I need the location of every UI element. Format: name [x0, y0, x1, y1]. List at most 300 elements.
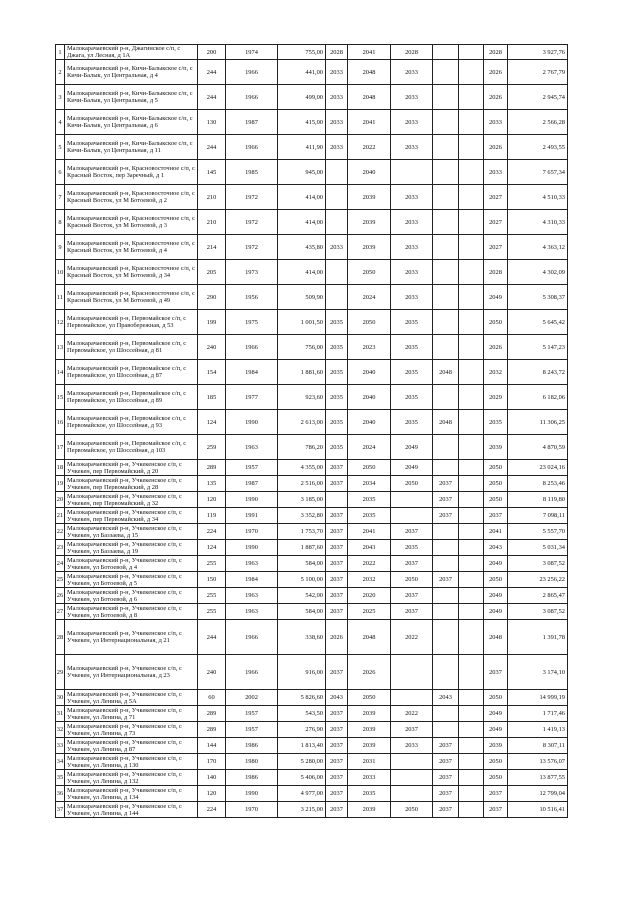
year-cell-4	[433, 85, 459, 110]
area-cell: 584,00	[278, 556, 326, 572]
year-cell-3: 2035	[391, 540, 433, 556]
year-built-cell: 1963	[226, 435, 278, 460]
wear-cell: 244	[198, 60, 226, 85]
address-cell: Малокарачаевский р-н, Первомайское с/п, с Первомайское, ул Шоссейная, д 87	[65, 360, 198, 385]
address-cell: Малокарачаевский р-н, Учкекенское с/п, с Учкекен, ул Ленина, д 132	[65, 770, 198, 786]
year-cell-3: 2028	[391, 45, 433, 60]
year-cell-2: 2041	[348, 110, 391, 135]
year-cell-1: 2035	[326, 435, 348, 460]
row-number: 7	[56, 185, 65, 210]
year-cell-1: 2037	[326, 460, 348, 476]
row-number: 5	[56, 135, 65, 160]
year-cell-6: 2049	[484, 556, 508, 572]
table-body	[56, 45, 568, 818]
year-cell-6: 2048	[484, 620, 508, 655]
year-cell-6: 2041	[484, 524, 508, 540]
address-cell: Малокарачаевский р-н, Красновосточное с/п, с Красный Восток, ул М Ботоевой, д 3	[65, 210, 198, 235]
year-cell-6: 2050	[484, 754, 508, 770]
year-cell-2: 2050	[348, 260, 391, 285]
cost-cell: 4 310,33	[508, 210, 568, 235]
year-cell-1: 2035	[326, 360, 348, 385]
year-cell-3: 2049	[391, 435, 433, 460]
year-cell-1: 2026	[326, 620, 348, 655]
table-row	[56, 260, 568, 285]
wear-cell: 124	[198, 410, 226, 435]
table-row	[56, 335, 568, 360]
wear-cell: 210	[198, 210, 226, 235]
year-cell-1	[326, 285, 348, 310]
year-cell-5	[459, 706, 484, 722]
wear-cell: 140	[198, 770, 226, 786]
row-number: 8	[56, 210, 65, 235]
year-cell-1: 2037	[326, 722, 348, 738]
year-cell-6: 2039	[484, 738, 508, 754]
wear-cell: 244	[198, 85, 226, 110]
year-cell-5	[459, 435, 484, 460]
year-cell-4: 2043	[433, 690, 459, 706]
area-cell: 411,90	[278, 135, 326, 160]
year-cell-2: 2032	[348, 572, 391, 588]
year-cell-5	[459, 540, 484, 556]
table-row	[56, 754, 568, 770]
year-cell-3: 2033	[391, 60, 433, 85]
year-cell-6: 2050	[484, 572, 508, 588]
table-row	[56, 285, 568, 310]
wear-cell: 60	[198, 690, 226, 706]
year-cell-5	[459, 572, 484, 588]
year-cell-3: 2033	[391, 185, 433, 210]
year-built-cell: 1987	[226, 110, 278, 135]
row-number: 22	[56, 524, 65, 540]
wear-cell: 170	[198, 754, 226, 770]
year-cell-6: 2027	[484, 210, 508, 235]
row-number: 16	[56, 410, 65, 435]
year-cell-1: 2037	[326, 476, 348, 492]
row-number: 28	[56, 620, 65, 655]
year-built-cell: 1957	[226, 460, 278, 476]
address-cell: Малокарачаевский р-н, Учкекенское с/п, с Учкекен, ул Баззаева, д 15	[65, 524, 198, 540]
year-cell-1: 2037	[326, 754, 348, 770]
year-cell-1: 2043	[326, 690, 348, 706]
area-cell: 584,00	[278, 604, 326, 620]
year-built-cell: 1984	[226, 572, 278, 588]
year-built-cell: 1990	[226, 540, 278, 556]
year-cell-6: 2032	[484, 360, 508, 385]
year-cell-6: 2049	[484, 588, 508, 604]
year-cell-1	[326, 210, 348, 235]
table-row	[56, 185, 568, 210]
year-built-cell: 1990	[226, 492, 278, 508]
area-cell: 1 001,50	[278, 310, 326, 335]
year-built-cell: 1972	[226, 235, 278, 260]
year-cell-4	[433, 285, 459, 310]
year-cell-6: 2029	[484, 385, 508, 410]
year-cell-4	[433, 620, 459, 655]
year-cell-4	[433, 460, 459, 476]
wear-cell: 154	[198, 360, 226, 385]
table-row	[56, 460, 568, 476]
area-cell: 756,00	[278, 335, 326, 360]
year-cell-4	[433, 60, 459, 85]
year-cell-4	[433, 655, 459, 690]
cost-cell: 4 302,09	[508, 260, 568, 285]
wear-cell: 244	[198, 620, 226, 655]
row-number: 24	[56, 556, 65, 572]
area-cell: 5 406,00	[278, 770, 326, 786]
wear-cell: 259	[198, 435, 226, 460]
year-cell-3: 2035	[391, 385, 433, 410]
year-cell-1: 2037	[326, 802, 348, 818]
row-number: 20	[56, 492, 65, 508]
year-cell-3: 2033	[391, 110, 433, 135]
row-number: 17	[56, 435, 65, 460]
cost-cell: 13 877,55	[508, 770, 568, 786]
year-cell-1: 2033	[326, 235, 348, 260]
address-cell: Малокарачаевский р-н, Красновосточное с/п, с Красный Восток, ул М Ботоевой, д 34	[65, 260, 198, 285]
row-number: 6	[56, 160, 65, 185]
year-cell-5	[459, 310, 484, 335]
year-cell-2: 2048	[348, 85, 391, 110]
row-number: 27	[56, 604, 65, 620]
year-cell-6: 2050	[484, 460, 508, 476]
year-cell-6: 2049	[484, 285, 508, 310]
table-row	[56, 722, 568, 738]
table-row	[56, 572, 568, 588]
year-cell-4: 2037	[433, 754, 459, 770]
wear-cell: 240	[198, 655, 226, 690]
area-cell: 276,90	[278, 722, 326, 738]
cost-cell: 1 717,46	[508, 706, 568, 722]
year-cell-4	[433, 435, 459, 460]
table-row	[56, 802, 568, 818]
wear-cell: 205	[198, 260, 226, 285]
wear-cell: 185	[198, 385, 226, 410]
cost-cell: 4 510,33	[508, 185, 568, 210]
year-cell-5	[459, 60, 484, 85]
wear-cell: 120	[198, 492, 226, 508]
year-built-cell: 1966	[226, 620, 278, 655]
year-cell-1: 2037	[326, 786, 348, 802]
address-cell: Малокарачаевский р-н, Учкекенское с/п, с Учкекен, ул Ленина, д 130	[65, 754, 198, 770]
year-cell-4: 2037	[433, 476, 459, 492]
address-cell: Малокарачаевский р-н, Красновосточное с/п, с Красный Восток, ул М Ботоевой, д 49	[65, 285, 198, 310]
cost-cell: 1 419,13	[508, 722, 568, 738]
year-cell-4	[433, 335, 459, 360]
address-cell: Малокарачаевский р-н, Кичи-Балыкское с/п, с Кичи-Балык, ул Центральная, д 6	[65, 110, 198, 135]
year-cell-5	[459, 260, 484, 285]
area-cell: 2 613,00	[278, 410, 326, 435]
table-row	[56, 310, 568, 335]
year-built-cell: 1984	[226, 360, 278, 385]
wear-cell: 289	[198, 460, 226, 476]
year-cell-5	[459, 335, 484, 360]
document-page	[55, 44, 567, 818]
year-built-cell: 1957	[226, 706, 278, 722]
cost-cell: 3 174,10	[508, 655, 568, 690]
year-cell-3	[391, 786, 433, 802]
table-row	[56, 655, 568, 690]
year-built-cell: 1975	[226, 310, 278, 335]
cost-cell: 2 865,47	[508, 588, 568, 604]
table-row	[56, 540, 568, 556]
table-row	[56, 135, 568, 160]
row-number: 11	[56, 285, 65, 310]
address-cell: Малокарачаевский р-н, Кичи-Балыкское с/п, с Кичи-Балык, ул Центральная, д 5	[65, 85, 198, 110]
year-cell-4: 2048	[433, 360, 459, 385]
year-cell-2: 2039	[348, 235, 391, 260]
area-cell: 509,90	[278, 285, 326, 310]
year-cell-6: 2027	[484, 185, 508, 210]
row-number: 4	[56, 110, 65, 135]
year-cell-5	[459, 360, 484, 385]
year-cell-2: 2025	[348, 604, 391, 620]
year-cell-5	[459, 524, 484, 540]
year-cell-2: 2039	[348, 210, 391, 235]
cost-cell: 14 999,19	[508, 690, 568, 706]
row-number: 2	[56, 60, 65, 85]
year-cell-1: 2037	[326, 524, 348, 540]
year-cell-4	[433, 210, 459, 235]
year-cell-2: 2040	[348, 410, 391, 435]
year-built-cell: 1985	[226, 160, 278, 185]
address-cell: Малокарачаевский р-н, Учкекенское с/п, с Учкекен, ул Ботоевой, д 6	[65, 588, 198, 604]
address-cell: Малокарачаевский р-н, Учкекенское с/п, с Учкекен, пер Первомайский, д 34	[65, 508, 198, 524]
year-cell-1	[326, 260, 348, 285]
year-cell-6: 2028	[484, 45, 508, 60]
year-cell-5	[459, 385, 484, 410]
year-cell-5	[459, 45, 484, 60]
cost-cell: 8 243,72	[508, 360, 568, 385]
address-cell: Малокарачаевский р-н, Учкекенское с/п, с Учкекен, ул Ленина, д 71	[65, 706, 198, 722]
row-number: 3	[56, 85, 65, 110]
year-cell-6: 2050	[484, 476, 508, 492]
year-cell-1: 2037	[326, 508, 348, 524]
year-cell-2: 2024	[348, 435, 391, 460]
year-cell-1: 2033	[326, 60, 348, 85]
year-cell-5	[459, 85, 484, 110]
year-cell-5	[459, 655, 484, 690]
year-cell-3: 2050	[391, 802, 433, 818]
year-cell-4	[433, 45, 459, 60]
cost-cell: 11 306,25	[508, 410, 568, 435]
year-cell-2: 2039	[348, 722, 391, 738]
area-cell: 3 185,00	[278, 492, 326, 508]
wear-cell: 199	[198, 310, 226, 335]
year-cell-1: 2037	[326, 738, 348, 754]
year-cell-3: 2037	[391, 604, 433, 620]
area-cell: 755,00	[278, 45, 326, 60]
wear-cell: 124	[198, 540, 226, 556]
year-built-cell: 1987	[226, 476, 278, 492]
year-cell-3	[391, 508, 433, 524]
row-number: 19	[56, 476, 65, 492]
year-cell-5	[459, 492, 484, 508]
year-cell-6: 2033	[484, 160, 508, 185]
year-cell-6: 2050	[484, 690, 508, 706]
year-cell-6: 2026	[484, 135, 508, 160]
address-cell: Малокарачаевский р-н, Кичи-Балыкское с/п, с Кичи-Балык, ул Центральная, д 11	[65, 135, 198, 160]
table-row	[56, 476, 568, 492]
cost-cell: 12 799,04	[508, 786, 568, 802]
year-cell-2: 2050	[348, 690, 391, 706]
year-cell-2: 2035	[348, 492, 391, 508]
year-cell-6: 2028	[484, 260, 508, 285]
address-cell: Малокарачаевский р-н, Первомайское с/п, с Первомайское, ул Шоссейная, д 81	[65, 335, 198, 360]
area-cell: 499,00	[278, 85, 326, 110]
row-number: 21	[56, 508, 65, 524]
table-row	[56, 435, 568, 460]
cost-cell: 4 363,12	[508, 235, 568, 260]
cost-cell: 8 307,11	[508, 738, 568, 754]
table-row	[56, 604, 568, 620]
area-cell: 4 977,00	[278, 786, 326, 802]
year-cell-5	[459, 476, 484, 492]
year-cell-1: 2033	[326, 85, 348, 110]
year-cell-3	[391, 770, 433, 786]
address-cell: Малокарачаевский р-н, Джагинское с/п, с Джага, ул Лесная, д 1А	[65, 45, 198, 60]
table-row	[56, 60, 568, 85]
year-cell-6: 2039	[484, 435, 508, 460]
year-cell-1: 2037	[326, 655, 348, 690]
year-cell-6: 2026	[484, 335, 508, 360]
address-cell: Малокарачаевский р-н, Красновосточное с/п, с Красный Восток, пер Заречный, д 1	[65, 160, 198, 185]
year-cell-4: 2037	[433, 572, 459, 588]
cost-cell: 8 253,46	[508, 476, 568, 492]
cost-cell: 23 256,22	[508, 572, 568, 588]
table-row	[56, 492, 568, 508]
year-cell-2: 2024	[348, 285, 391, 310]
table-row	[56, 706, 568, 722]
year-cell-4: 2037	[433, 786, 459, 802]
year-cell-3: 2033	[391, 210, 433, 235]
cost-cell: 2 493,55	[508, 135, 568, 160]
year-cell-2: 2034	[348, 476, 391, 492]
table-row	[56, 508, 568, 524]
year-cell-1: 2033	[326, 110, 348, 135]
year-cell-5	[459, 738, 484, 754]
table-row	[56, 786, 568, 802]
cost-cell: 4 870,59	[508, 435, 568, 460]
row-number: 33	[56, 738, 65, 754]
area-cell: 435,80	[278, 235, 326, 260]
cost-cell: 5 147,23	[508, 335, 568, 360]
row-number: 9	[56, 235, 65, 260]
year-cell-2: 2041	[348, 524, 391, 540]
year-cell-5	[459, 588, 484, 604]
year-cell-3	[391, 160, 433, 185]
row-number: 34	[56, 754, 65, 770]
table-row	[56, 45, 568, 60]
year-built-cell: 1980	[226, 754, 278, 770]
year-cell-5	[459, 556, 484, 572]
address-cell: Малокарачаевский р-н, Учкекенское с/п, с Учкекен, пер Первомайский, д 20	[65, 460, 198, 476]
year-cell-6: 2035	[484, 410, 508, 435]
row-number: 13	[56, 335, 65, 360]
year-cell-5	[459, 185, 484, 210]
area-cell: 1 753,70	[278, 524, 326, 540]
year-built-cell: 1956	[226, 285, 278, 310]
wear-cell: 224	[198, 524, 226, 540]
address-cell: Малокарачаевский р-н, Учкекенское с/п, с Учкекен, ул Ленина, д 134	[65, 786, 198, 802]
year-cell-1: 2035	[326, 410, 348, 435]
row-number: 35	[56, 770, 65, 786]
area-cell: 338,60	[278, 620, 326, 655]
area-cell: 543,50	[278, 706, 326, 722]
year-cell-4	[433, 604, 459, 620]
area-cell: 414,00	[278, 260, 326, 285]
row-number: 10	[56, 260, 65, 285]
cost-cell: 5 031,34	[508, 540, 568, 556]
year-cell-1: 2037	[326, 770, 348, 786]
year-cell-6: 2037	[484, 508, 508, 524]
table-row	[56, 385, 568, 410]
area-cell: 1 887,60	[278, 540, 326, 556]
year-built-cell: 2002	[226, 690, 278, 706]
year-cell-6: 2043	[484, 540, 508, 556]
year-cell-6: 2037	[484, 786, 508, 802]
year-cell-2: 2050	[348, 460, 391, 476]
year-built-cell: 1966	[226, 655, 278, 690]
year-cell-5	[459, 160, 484, 185]
year-built-cell: 1963	[226, 556, 278, 572]
year-built-cell: 1972	[226, 210, 278, 235]
area-cell: 5 100,00	[278, 572, 326, 588]
wear-cell: 255	[198, 556, 226, 572]
year-cell-6: 2026	[484, 60, 508, 85]
table-row	[56, 770, 568, 786]
year-cell-6: 2049	[484, 722, 508, 738]
area-cell: 414,00	[278, 210, 326, 235]
year-cell-5	[459, 460, 484, 476]
year-cell-1: 2035	[326, 385, 348, 410]
year-built-cell: 1963	[226, 588, 278, 604]
year-built-cell: 1966	[226, 85, 278, 110]
year-cell-2: 2026	[348, 655, 391, 690]
cost-cell: 1 391,78	[508, 620, 568, 655]
year-built-cell: 1957	[226, 722, 278, 738]
year-cell-2: 2035	[348, 508, 391, 524]
year-cell-5	[459, 690, 484, 706]
table-row	[56, 160, 568, 185]
year-cell-3: 2049	[391, 460, 433, 476]
table-row	[56, 738, 568, 754]
table-row	[56, 85, 568, 110]
year-cell-5	[459, 754, 484, 770]
year-cell-4	[433, 310, 459, 335]
year-cell-4	[433, 135, 459, 160]
year-cell-1: 2028	[326, 45, 348, 60]
year-cell-2: 2040	[348, 160, 391, 185]
year-built-cell: 1966	[226, 60, 278, 85]
wear-cell: 145	[198, 160, 226, 185]
wear-cell: 255	[198, 588, 226, 604]
wear-cell: 244	[198, 135, 226, 160]
year-cell-5	[459, 604, 484, 620]
year-cell-6: 2049	[484, 706, 508, 722]
address-cell: Малокарачаевский р-н, Учкекенское с/п, с Учкекен, ул Интернациональная, д 21	[65, 620, 198, 655]
year-cell-5	[459, 410, 484, 435]
year-cell-4	[433, 706, 459, 722]
year-cell-3: 2050	[391, 572, 433, 588]
year-cell-2: 2043	[348, 540, 391, 556]
year-cell-3: 2050	[391, 476, 433, 492]
row-number: 30	[56, 690, 65, 706]
year-cell-5	[459, 786, 484, 802]
area-cell: 2 516,00	[278, 476, 326, 492]
year-cell-4: 2037	[433, 492, 459, 508]
year-cell-2: 2040	[348, 385, 391, 410]
cost-cell: 10 516,41	[508, 802, 568, 818]
